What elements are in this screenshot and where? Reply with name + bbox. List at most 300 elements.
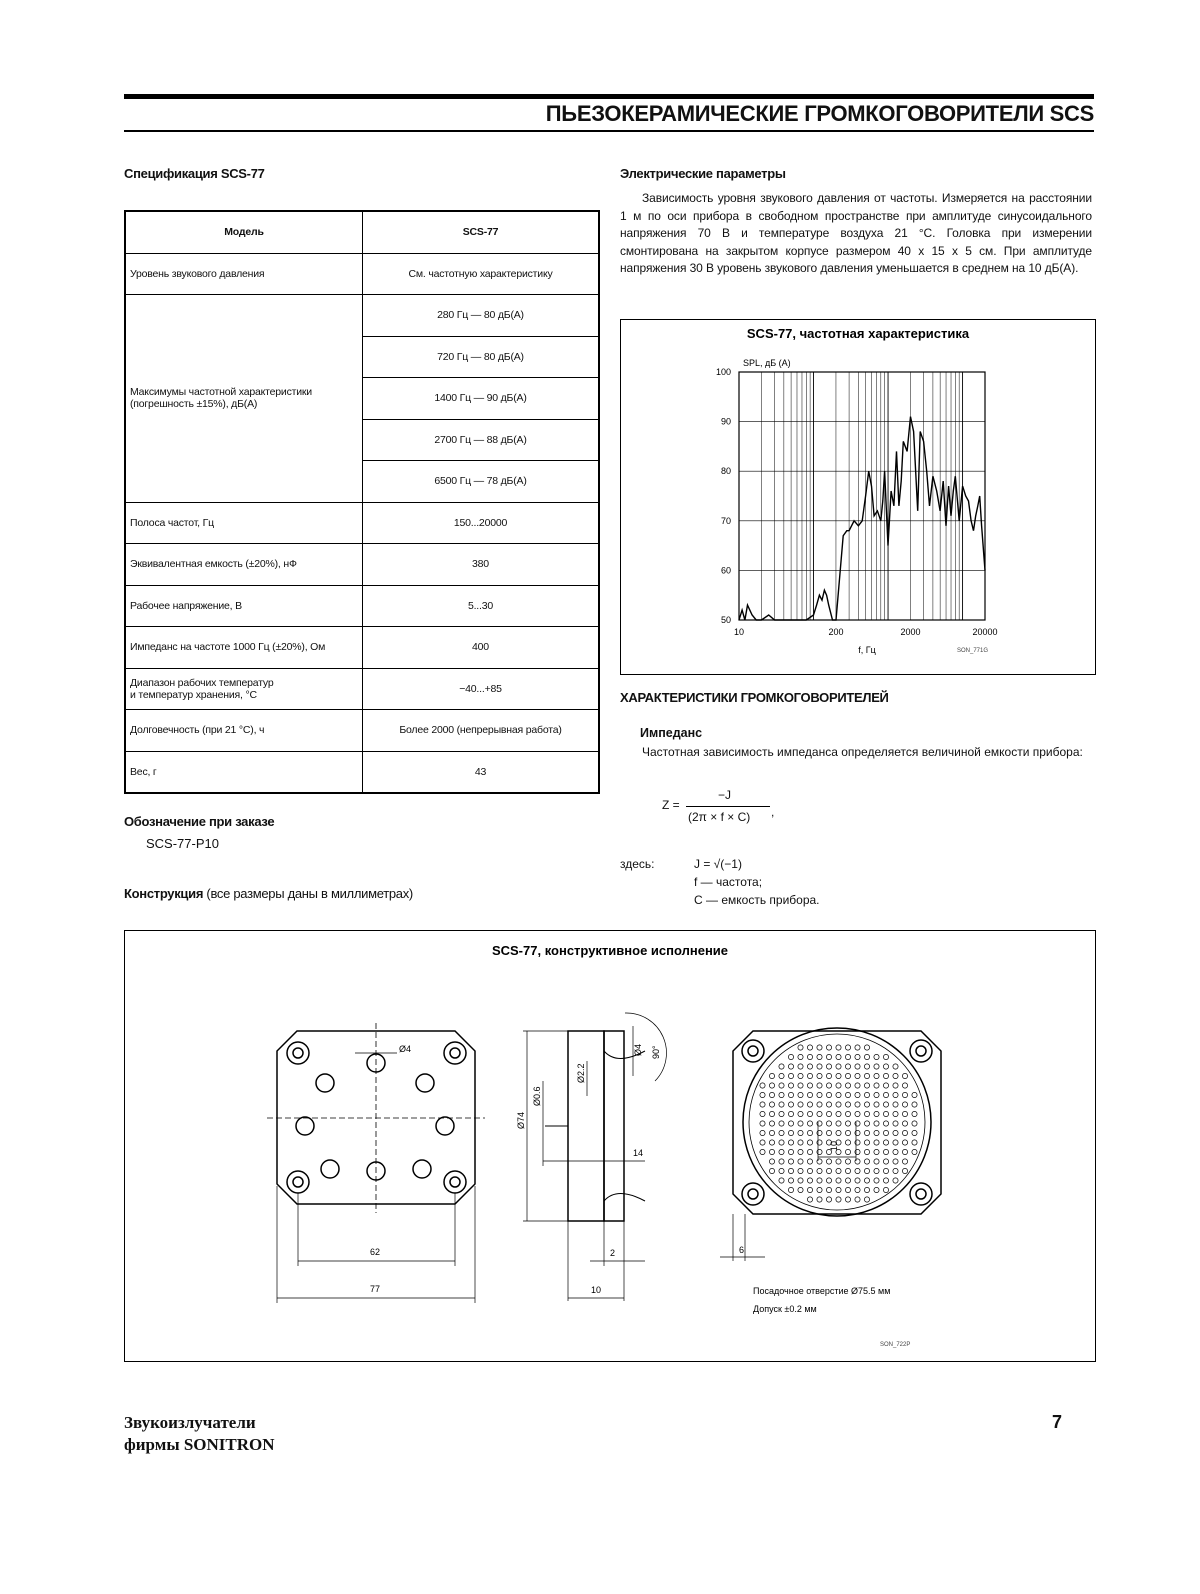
electrical-heading: Электрические параметры xyxy=(620,166,786,181)
chart-x-tick-label: 20000 xyxy=(972,627,998,637)
grille-hole xyxy=(836,1102,841,1107)
grille-hole xyxy=(883,1092,888,1097)
grille-hole xyxy=(855,1187,860,1192)
formula-lhs: Z = xyxy=(662,798,680,812)
grille-hole xyxy=(902,1121,907,1126)
grille-hole xyxy=(902,1092,907,1097)
mount-hole-inner xyxy=(293,1177,303,1187)
dim-d4: Ø4 xyxy=(399,1044,412,1054)
grille-hole xyxy=(760,1149,765,1154)
grille-hole xyxy=(864,1092,869,1097)
dim-62: 62 xyxy=(369,1247,381,1257)
table-cell: Уровень звукового давления xyxy=(125,253,363,295)
grille-hole xyxy=(788,1149,793,1154)
mount-hole xyxy=(444,1042,466,1064)
footer-line: Звукоизлучатели xyxy=(124,1413,256,1432)
table-cell xyxy=(125,668,363,710)
grille-hole xyxy=(845,1159,850,1164)
table-cell: 1400 Гц — 90 дБ(А) xyxy=(363,378,600,420)
grille-hole xyxy=(912,1121,917,1126)
grille-hole xyxy=(912,1140,917,1145)
table-cell: 43 xyxy=(363,751,600,793)
grille-hole xyxy=(798,1102,803,1107)
chart-x-tick-label: 10 xyxy=(733,627,745,637)
grille-hole xyxy=(817,1054,822,1059)
grille-hole xyxy=(807,1168,812,1173)
grille-hole xyxy=(836,1073,841,1078)
grille-hole xyxy=(893,1083,898,1088)
grille-hole xyxy=(826,1111,831,1116)
grille-hole xyxy=(769,1130,774,1135)
grille-hole xyxy=(893,1073,898,1078)
grille-hole xyxy=(769,1083,774,1088)
grille-hole xyxy=(807,1092,812,1097)
drawing-code: SON_722P xyxy=(880,1342,911,1348)
grille-hole xyxy=(826,1102,831,1107)
grille-hole xyxy=(893,1130,898,1135)
grille-hole xyxy=(864,1187,869,1192)
mount-hole xyxy=(910,1183,932,1205)
grille-hole xyxy=(855,1045,860,1050)
grille-hole xyxy=(874,1140,879,1145)
chart-y-label: SPL, дБ (A) xyxy=(743,358,791,368)
grille-hole xyxy=(845,1083,850,1088)
grille-hole xyxy=(855,1092,860,1097)
drawing-title: SCS-77, конструктивное исполнение xyxy=(491,943,729,958)
chart-y-tick-label: 50 xyxy=(720,615,731,625)
frequency-chart-svg xyxy=(621,320,1095,674)
table-cell: Полоса частот, Гц xyxy=(125,502,363,544)
grille-hole xyxy=(769,1102,774,1107)
grille-hole xyxy=(807,1187,812,1192)
footer-line: фирмы SONITRON xyxy=(124,1435,275,1454)
table-cell: Долговечность (при 21 °С), ч xyxy=(125,710,363,752)
grille-hole xyxy=(817,1073,822,1078)
grille-hole xyxy=(883,1102,888,1107)
grille-hole xyxy=(902,1159,907,1164)
grille-hole xyxy=(883,1140,888,1145)
where-list xyxy=(694,855,820,909)
grille-hole xyxy=(779,1178,784,1183)
grille-hole xyxy=(874,1083,879,1088)
spec-table xyxy=(124,210,600,794)
grille-hole xyxy=(883,1064,888,1069)
table-cell: См. частотную характеристику xyxy=(363,253,600,295)
grille-hole xyxy=(845,1045,850,1050)
formula-numerator: −J xyxy=(718,788,732,802)
grille-hole xyxy=(788,1073,793,1078)
impedance-text: Частотная зависимость импеданса определяется величиной емкости прибора: xyxy=(642,745,1083,759)
grille-hole xyxy=(836,1168,841,1173)
front-view xyxy=(267,1023,485,1303)
table-cell: 2700 Гц — 88 дБ(А) xyxy=(363,419,600,461)
side-body xyxy=(568,1031,604,1221)
grille-hole xyxy=(769,1092,774,1097)
grille-hole xyxy=(855,1102,860,1107)
grille-hole xyxy=(845,1187,850,1192)
chart-y-tick-label: 90 xyxy=(720,416,731,427)
grille-hole xyxy=(874,1178,879,1183)
chart-x-tick-label: 2000 xyxy=(900,627,921,637)
grille-hole xyxy=(826,1121,831,1126)
grille-hole xyxy=(769,1140,774,1145)
grille-hole xyxy=(779,1121,784,1126)
mount-hole-inner xyxy=(916,1046,926,1056)
where-label: здесь: xyxy=(620,857,655,871)
grille-hole xyxy=(817,1102,822,1107)
grille-hole xyxy=(864,1178,869,1183)
table-cell: 380 xyxy=(363,544,600,586)
grille-hole xyxy=(836,1045,841,1050)
grille-hole xyxy=(817,1187,822,1192)
grille-hole xyxy=(826,1045,831,1050)
mount-hole-inner xyxy=(450,1048,460,1058)
table-cell: −40...+85 xyxy=(363,668,600,710)
sound-hole xyxy=(436,1117,454,1135)
construction-heading xyxy=(124,886,413,901)
grille-hole xyxy=(788,1140,793,1145)
grille-hole xyxy=(798,1187,803,1192)
table-cell: Эквивалентная емкость (±20%), нФ xyxy=(125,544,363,586)
where-item: C — емкость прибора. xyxy=(694,893,820,907)
dim-14: 14 xyxy=(633,1148,644,1158)
frequency-chart xyxy=(620,319,1096,675)
chart-x-label: f, Гц xyxy=(858,645,876,655)
grille-hole xyxy=(779,1168,784,1173)
table-row xyxy=(125,751,599,793)
grille-hole xyxy=(788,1111,793,1116)
grille-hole xyxy=(864,1064,869,1069)
electrical-paragraph xyxy=(620,190,1092,278)
dim-d22: Ø2.2 xyxy=(576,1063,586,1083)
grille-hole xyxy=(826,1168,831,1173)
grille-hole xyxy=(874,1092,879,1097)
grille-hole xyxy=(807,1140,812,1145)
grille-hole xyxy=(836,1178,841,1183)
grille-hole xyxy=(779,1140,784,1145)
grille-hole xyxy=(874,1130,879,1135)
grille-hole xyxy=(769,1168,774,1173)
grille-hole xyxy=(788,1130,793,1135)
grille-hole xyxy=(874,1149,879,1154)
grille-hole xyxy=(893,1140,898,1145)
electrical-text: Зависимость уровня звукового давления от частоты. Измеряется на расстоянии 1 м по оси прибора в свободном пространстве при амплитуде синусоидального напряжения 70 В и температуре воздуха 21 °С. Головка при измерении смонтирована на закрытом корпусе размером 40 x 15 x 5 см. При амплитуде напряжения 30 В уровень звукового давления уменьшается в среднем на 10 дБ(А). xyxy=(620,191,1092,275)
header-rule-bottom xyxy=(124,130,1094,132)
table-row xyxy=(125,502,599,544)
grille-hole xyxy=(807,1149,812,1154)
grille-hole xyxy=(779,1073,784,1078)
footer-publisher xyxy=(124,1412,275,1456)
grille-hole xyxy=(798,1130,803,1135)
table-cell: Импеданс на частоте 1000 Гц (±20%), Ом xyxy=(125,627,363,669)
grille-hole xyxy=(779,1159,784,1164)
mount-hole xyxy=(287,1171,309,1193)
grille-hole xyxy=(798,1045,803,1050)
grille-hole xyxy=(912,1111,917,1116)
table-row xyxy=(125,585,599,627)
grille-holes xyxy=(760,1045,917,1202)
grille-hole xyxy=(883,1149,888,1154)
back-plate xyxy=(733,1031,941,1214)
grille-hole xyxy=(883,1083,888,1088)
table-row xyxy=(125,295,599,337)
construction-heading-bold: Конструкция xyxy=(124,886,204,901)
mount-hole-inner xyxy=(450,1177,460,1187)
mount-hole xyxy=(287,1042,309,1064)
grille-hole xyxy=(874,1159,879,1164)
grille-hole xyxy=(798,1064,803,1069)
grille-hole xyxy=(807,1054,812,1059)
grille-hole xyxy=(855,1168,860,1173)
grille-hole xyxy=(845,1073,850,1078)
chart-x-tick-label: 200 xyxy=(828,627,844,637)
chart-title: SCS-77, частотная характеристика xyxy=(746,326,970,341)
table-cell: Вес, г xyxy=(125,751,363,793)
grille-hole xyxy=(798,1083,803,1088)
construction-drawing xyxy=(124,930,1096,1362)
construction-drawing-svg xyxy=(125,931,1095,1361)
grille-hole xyxy=(845,1140,850,1145)
grille-hole xyxy=(912,1130,917,1135)
impedance-subheading: Импеданс xyxy=(640,726,703,740)
grille-hole xyxy=(855,1054,860,1059)
grille-hole xyxy=(855,1197,860,1202)
table-cell: 6500 Гц — 78 дБ(А) xyxy=(363,461,600,503)
grille-hole xyxy=(836,1064,841,1069)
sound-hole xyxy=(316,1074,334,1092)
grille-hole xyxy=(769,1159,774,1164)
formula-denominator: (2π × f × C) xyxy=(688,810,751,824)
table-cell: Рабочее напряжение, В xyxy=(125,585,363,627)
drawing-note-1: Посадочное отверстие Ø75.5 мм xyxy=(753,1286,891,1296)
grille-hole xyxy=(760,1121,765,1126)
dim-d74: Ø74 xyxy=(516,1111,526,1129)
grille-hole xyxy=(855,1178,860,1183)
grille-hole xyxy=(912,1092,917,1097)
table-header-cell: SCS-77 xyxy=(363,211,600,253)
grille-hole xyxy=(826,1159,831,1164)
grille-hole xyxy=(845,1111,850,1116)
grille-hole xyxy=(836,1130,841,1135)
chart-y-tick-label: 80 xyxy=(720,466,731,477)
grille-hole xyxy=(807,1111,812,1116)
grille-hole xyxy=(769,1111,774,1116)
grille-hole xyxy=(883,1130,888,1135)
drawing-note-2: Допуск ±0.2 мм xyxy=(753,1304,817,1314)
grille-hole xyxy=(760,1092,765,1097)
table-row xyxy=(125,253,599,295)
dim-angle-90: 90° xyxy=(651,1045,661,1059)
sound-hole xyxy=(321,1160,339,1178)
grille-hole xyxy=(864,1159,869,1164)
grille-hole xyxy=(836,1121,841,1126)
grille-hole xyxy=(883,1121,888,1126)
grille-hole xyxy=(788,1168,793,1173)
grille-hole xyxy=(826,1054,831,1059)
grille-hole xyxy=(807,1178,812,1183)
grille-hole xyxy=(864,1168,869,1173)
grille-hole xyxy=(779,1102,784,1107)
grille-hole xyxy=(845,1064,850,1069)
grille-hole xyxy=(826,1073,831,1078)
dim-d4b: Ø4 xyxy=(633,1043,643,1056)
grille-hole xyxy=(788,1178,793,1183)
grille-hole xyxy=(836,1083,841,1088)
grille-hole xyxy=(864,1102,869,1107)
grille-hole xyxy=(826,1083,831,1088)
grille-hole xyxy=(798,1073,803,1078)
formula-fraction-bar xyxy=(686,806,770,807)
table-cell: 400 xyxy=(363,627,600,669)
mount-hole xyxy=(444,1171,466,1193)
grille-hole xyxy=(874,1111,879,1116)
mount-hole-inner xyxy=(916,1189,926,1199)
grille-hole xyxy=(845,1178,850,1183)
grille-hole xyxy=(845,1054,850,1059)
grille-hole xyxy=(817,1045,822,1050)
grille-hole xyxy=(883,1073,888,1078)
table-row xyxy=(125,544,599,586)
grille-hole xyxy=(817,1064,822,1069)
grille-hole xyxy=(798,1168,803,1173)
table-cell: Более 2000 (непрерывная работа) xyxy=(363,710,600,752)
grille-hole xyxy=(817,1111,822,1116)
grille-hole xyxy=(817,1197,822,1202)
grille-hole xyxy=(788,1121,793,1126)
sound-hole xyxy=(416,1074,434,1092)
spec-heading: Спецификация SCS-77 xyxy=(124,166,265,181)
grille-hole xyxy=(779,1064,784,1069)
grille-hole xyxy=(883,1054,888,1059)
table-cell: Максимумы частотной характеристики (погрешность ±15%), дБ(A) xyxy=(125,295,363,503)
mount-hole xyxy=(910,1040,932,1062)
grille-hole xyxy=(845,1092,850,1097)
grille-hole xyxy=(788,1064,793,1069)
grille-hole xyxy=(845,1149,850,1154)
chart-y-tick-label: 100 xyxy=(715,367,731,377)
grille-hole xyxy=(826,1187,831,1192)
table-cell: 280 Гц — 80 дБ(А) xyxy=(363,295,600,337)
mount-hole xyxy=(742,1040,764,1062)
dim-6: 6 xyxy=(739,1245,745,1255)
grille-hole xyxy=(826,1178,831,1183)
grille-hole xyxy=(874,1168,879,1173)
order-value: SCS-77-P10 xyxy=(146,836,219,851)
grille-hole xyxy=(874,1102,879,1107)
grille-hole xyxy=(874,1121,879,1126)
grille-hole xyxy=(760,1130,765,1135)
grille-hole xyxy=(788,1092,793,1097)
table-row xyxy=(125,211,599,253)
grille-hole xyxy=(798,1111,803,1116)
dim-d06: Ø0.6 xyxy=(532,1086,542,1106)
grille-hole xyxy=(855,1073,860,1078)
grille-hole xyxy=(893,1111,898,1116)
order-heading: Обозначение при заказе xyxy=(124,814,275,829)
construction-heading-note: (все размеры даны в миллиметрах) xyxy=(203,886,413,901)
grille-hole xyxy=(864,1121,869,1126)
grille-hole xyxy=(798,1159,803,1164)
grille-hole xyxy=(788,1102,793,1107)
formula-comma: , xyxy=(771,805,775,819)
chart-series-line xyxy=(739,417,985,620)
grille-hole xyxy=(864,1140,869,1145)
grille-hole xyxy=(760,1111,765,1116)
grille-hole xyxy=(883,1111,888,1116)
grille-hole xyxy=(817,1168,822,1173)
grille-hole xyxy=(845,1130,850,1135)
grille-hole xyxy=(836,1092,841,1097)
grille-hole xyxy=(807,1102,812,1107)
grille-hole xyxy=(836,1159,841,1164)
grille-hole xyxy=(788,1159,793,1164)
grille-hole xyxy=(798,1149,803,1154)
grille-hole xyxy=(874,1187,879,1192)
grille-hole xyxy=(769,1149,774,1154)
mount-hole-inner xyxy=(748,1046,758,1056)
grille-hole xyxy=(883,1159,888,1164)
grille-hole xyxy=(893,1168,898,1173)
grille-hole xyxy=(798,1140,803,1145)
grille-hole xyxy=(864,1073,869,1078)
dim-2: 2 xyxy=(610,1248,616,1258)
grille-hole xyxy=(883,1187,888,1192)
grille-hole xyxy=(760,1083,765,1088)
mount-hole-inner xyxy=(293,1048,303,1058)
grille-hole xyxy=(902,1111,907,1116)
grille-hole xyxy=(817,1178,822,1183)
chart-code: SON_771G xyxy=(957,648,989,654)
grille-hole xyxy=(855,1083,860,1088)
grille-hole xyxy=(817,1083,822,1088)
table-cell-line: Диапазон рабочих температур xyxy=(130,676,274,689)
grille-hole xyxy=(902,1149,907,1154)
grille-hole xyxy=(779,1092,784,1097)
grille-hole xyxy=(902,1073,907,1078)
sound-hole xyxy=(296,1117,314,1135)
grille-hole xyxy=(883,1168,888,1173)
where-item: f — частота; xyxy=(694,875,763,889)
table-row xyxy=(125,668,599,710)
grille-hole xyxy=(855,1111,860,1116)
grille-hole xyxy=(798,1178,803,1183)
grille-hole xyxy=(845,1168,850,1173)
grille-hole xyxy=(864,1083,869,1088)
grille-hole xyxy=(798,1054,803,1059)
grille-hole xyxy=(864,1045,869,1050)
grille-hole xyxy=(779,1111,784,1116)
grille-hole xyxy=(902,1102,907,1107)
grille-hole xyxy=(826,1064,831,1069)
grille-hole xyxy=(845,1121,850,1126)
grille-hole xyxy=(893,1121,898,1126)
grille-hole xyxy=(788,1083,793,1088)
grille-hole xyxy=(779,1083,784,1088)
grille-hole xyxy=(845,1197,850,1202)
dim-s10: 10 xyxy=(829,1140,839,1151)
grille-hole xyxy=(864,1130,869,1135)
grille-hole xyxy=(893,1159,898,1164)
grille-hole xyxy=(779,1130,784,1135)
grille-hole xyxy=(893,1102,898,1107)
sound-hole xyxy=(413,1160,431,1178)
grille-hole xyxy=(798,1121,803,1126)
grille-hole xyxy=(902,1083,907,1088)
grille-hole xyxy=(893,1064,898,1069)
header-rule-top xyxy=(124,94,1094,99)
grille-hole xyxy=(788,1054,793,1059)
where-item: J = √(−1) xyxy=(694,857,742,871)
